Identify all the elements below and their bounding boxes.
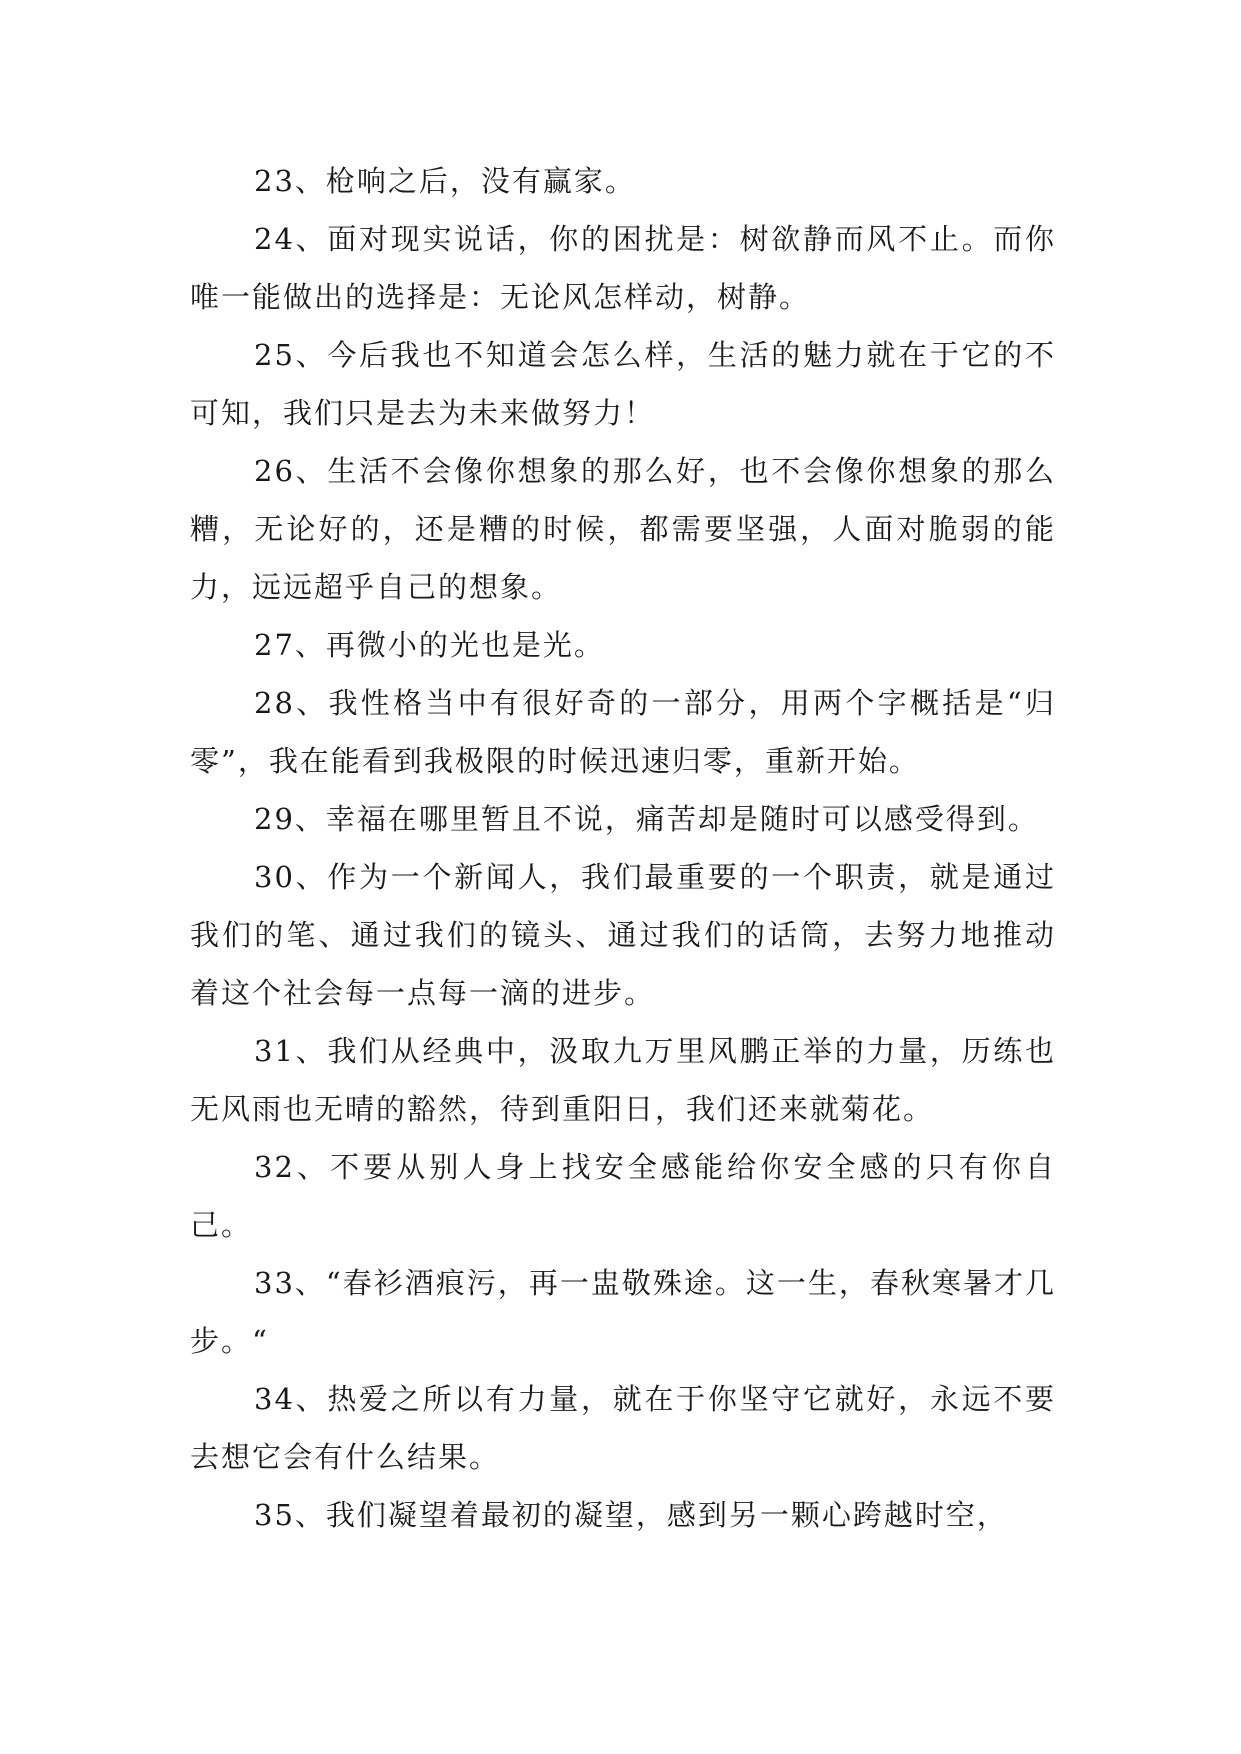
- quote-paragraph-29: 29、幸福在哪里暂且不说，痛苦却是随时可以感受得到。: [254, 802, 1039, 836]
- quote-paragraph-35: 35、我们凝望着最初的凝望，感到另一颗心跨越时空，: [254, 1498, 1008, 1532]
- quote-paragraph-23: 23、枪响之后，没有赢家。: [254, 164, 636, 198]
- quote-paragraph-32: 32、不要从别人身上找安全感能给你安全感的只有你自己。: [190, 1150, 1056, 1242]
- quote-paragraph-30: 30、作为一个新闻人，我们最重要的一个职责，就是通过我们的笔、通过我们的镜头、通过我们的话筒，去努力地推动着这个社会每一点每一滴的进步。: [190, 860, 1056, 1010]
- quote-paragraph-33: 33、“春衫酒痕污，再一盅敬殊途。这一生，春秋寒暑才几步。“: [190, 1266, 1056, 1358]
- quote-paragraph-25: 25、今后我也不知道会怎么样，生活的魅力就在于它的不可知，我们只是去为未来做努力！: [190, 338, 1056, 430]
- quote-paragraph-28: 28、我性格当中有很好奇的一部分，用两个字概括是“归零”，我在能看到我极限的时候迅速归零，重新开始。: [190, 686, 1056, 778]
- quote-paragraph-24: 24、面对现实说话，你的困扰是：树欲静而风不止。而你唯一能做出的选择是：无论风怎样动，树静。: [190, 222, 1056, 314]
- document-body: [190, 152, 1056, 1544]
- quote-paragraph-27: 27、再微小的光也是光。: [254, 628, 605, 662]
- quote-paragraph-31: 31、我们从经典中，汲取九万里风鹏正举的力量，历练也无风雨也无晴的豁然，待到重阳日，我们还来就菊花。: [190, 1034, 1056, 1126]
- quote-paragraph-34: 34、热爱之所以有力量，就在于你坚守它就好，永远不要去想它会有什么结果。: [190, 1382, 1056, 1474]
- quote-paragraph-26: 26、生活不会像你想象的那么好，也不会像你想象的那么糟，无论好的，还是糟的时候，都需要坚强，人面对脆弱的能力，远远超乎自己的想象。: [190, 454, 1056, 604]
